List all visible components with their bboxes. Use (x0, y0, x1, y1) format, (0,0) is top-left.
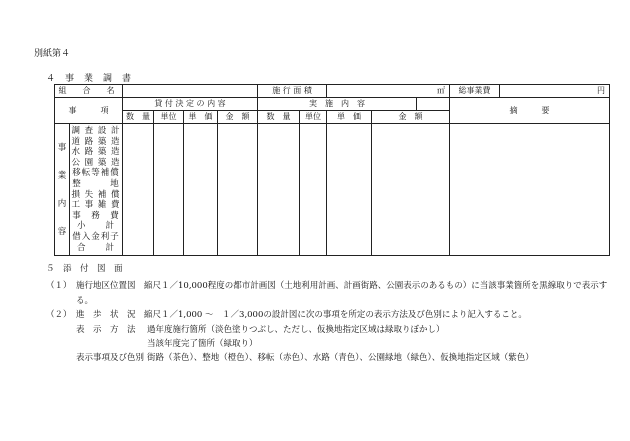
list-item: 工 事 雑 費 (71, 200, 121, 211)
side-label-char: 業 (57, 171, 67, 182)
item-list-cell (70, 124, 123, 256)
jisshi-col-price: 単 価 (327, 111, 372, 124)
note-1-number: （１） (46, 281, 72, 291)
side-label-char: 内 (57, 199, 67, 210)
business-survey-table (54, 84, 610, 256)
list-item: 移転等補償 (72, 168, 120, 179)
list-item: 整 地 (72, 178, 120, 189)
area-value[interactable]: ㎡ (327, 85, 450, 98)
display-method-text-2: 当該年度完了箇所（緑取り） (147, 339, 258, 349)
list-item: 事 務 費 (72, 210, 120, 221)
kumiai-name-label: 組 合 名 (55, 85, 123, 98)
display-colors-label: 表示事項及び色別 (76, 353, 145, 363)
jisshi-amount-cell[interactable] (372, 124, 450, 256)
kofu-col-quantity: 数 量 (123, 111, 154, 124)
table-row (55, 98, 610, 111)
jisshi-price-cell[interactable] (327, 124, 372, 256)
jisshi-col-quantity: 数 量 (258, 111, 300, 124)
display-colors-text: 街路（茶色）、整地（橙色）、移転（赤色）、水路（青色）、公園緑地（緑色）、仮換地指定区域（紫色） (147, 353, 534, 363)
table-row (55, 124, 610, 256)
table-row (55, 85, 610, 98)
kofu-col-unit: 単位 (154, 111, 184, 124)
side-label-char: 容 (57, 227, 67, 238)
note-1-continuation: る。 (76, 296, 94, 306)
list-item: 損 失 補 償 (71, 189, 121, 200)
kofu-quantity-cell[interactable] (123, 124, 154, 256)
kofu-price-cell[interactable] (184, 124, 218, 256)
kumiai-name-value[interactable] (123, 85, 258, 98)
side-label-cell (55, 124, 70, 256)
side-label-char: 事 (57, 143, 67, 153)
kofu-unit-cell[interactable] (154, 124, 184, 256)
list-item: 調 査 設 計 (71, 126, 121, 136)
jisshi-header: 実 施 内 容 (258, 98, 417, 111)
jisshi-quantity-cell[interactable] (258, 124, 300, 256)
jikou-header: 事 項 (55, 98, 123, 124)
list-item: 水 路 築 造 (71, 147, 121, 158)
jisshi-header-pad (417, 98, 450, 111)
display-method-text-1: 過年度施行箇所（淡色塗りつぶし、ただし、仮換地指定区域は緑取りぼかし） (147, 325, 445, 335)
list-item: 合 計 (76, 242, 115, 253)
kofu-col-price: 単 価 (184, 111, 218, 124)
list-item: 道 路 築 造 (71, 136, 121, 147)
display-method-label: 表 示 方 法 (76, 325, 136, 335)
kofu-amount-cell[interactable] (218, 124, 258, 256)
list-item: 小 計 (76, 221, 115, 232)
attachment-label: 別紙第４ (34, 49, 71, 59)
tekiyo-header: 摘 要 (450, 98, 610, 124)
total-cost-label: 総事業費 (450, 85, 500, 98)
total-cost-value[interactable]: 円 (500, 85, 610, 98)
tekiyo-cell[interactable] (450, 124, 610, 256)
jisshi-col-unit: 単位 (300, 111, 327, 124)
kofu-col-amount: 金 額 (218, 111, 258, 124)
jisshi-unit-cell[interactable] (300, 124, 327, 256)
notes-heading: ５ 添 付 図 面 (46, 264, 123, 274)
note-1-text: 施行地区位置図 縮尺１／10,000程度の都市計画図（土地利用計画、計画街路、公園表示のあるもの）に当該事業箇所を黒線取りで表示す (76, 281, 608, 291)
kofu-header: 貸 付 決 定 の 内 容 (123, 98, 258, 111)
list-item: 借入金利子 (72, 231, 120, 242)
list-item: 公 園 築 造 (71, 157, 121, 168)
note-2-number: （２） (46, 310, 72, 320)
jisshi-col-amount: 金 額 (372, 111, 450, 124)
area-label: 施 行 面 積 (258, 85, 327, 98)
note-2-text: 進 歩 状 況 縮尺１／1,000 〜 １／3,000の設計図に次の事項を所定の表示方法及び色別により記入すること。 (76, 310, 527, 320)
section-title: ４ 事 業 調 書 (46, 74, 132, 84)
